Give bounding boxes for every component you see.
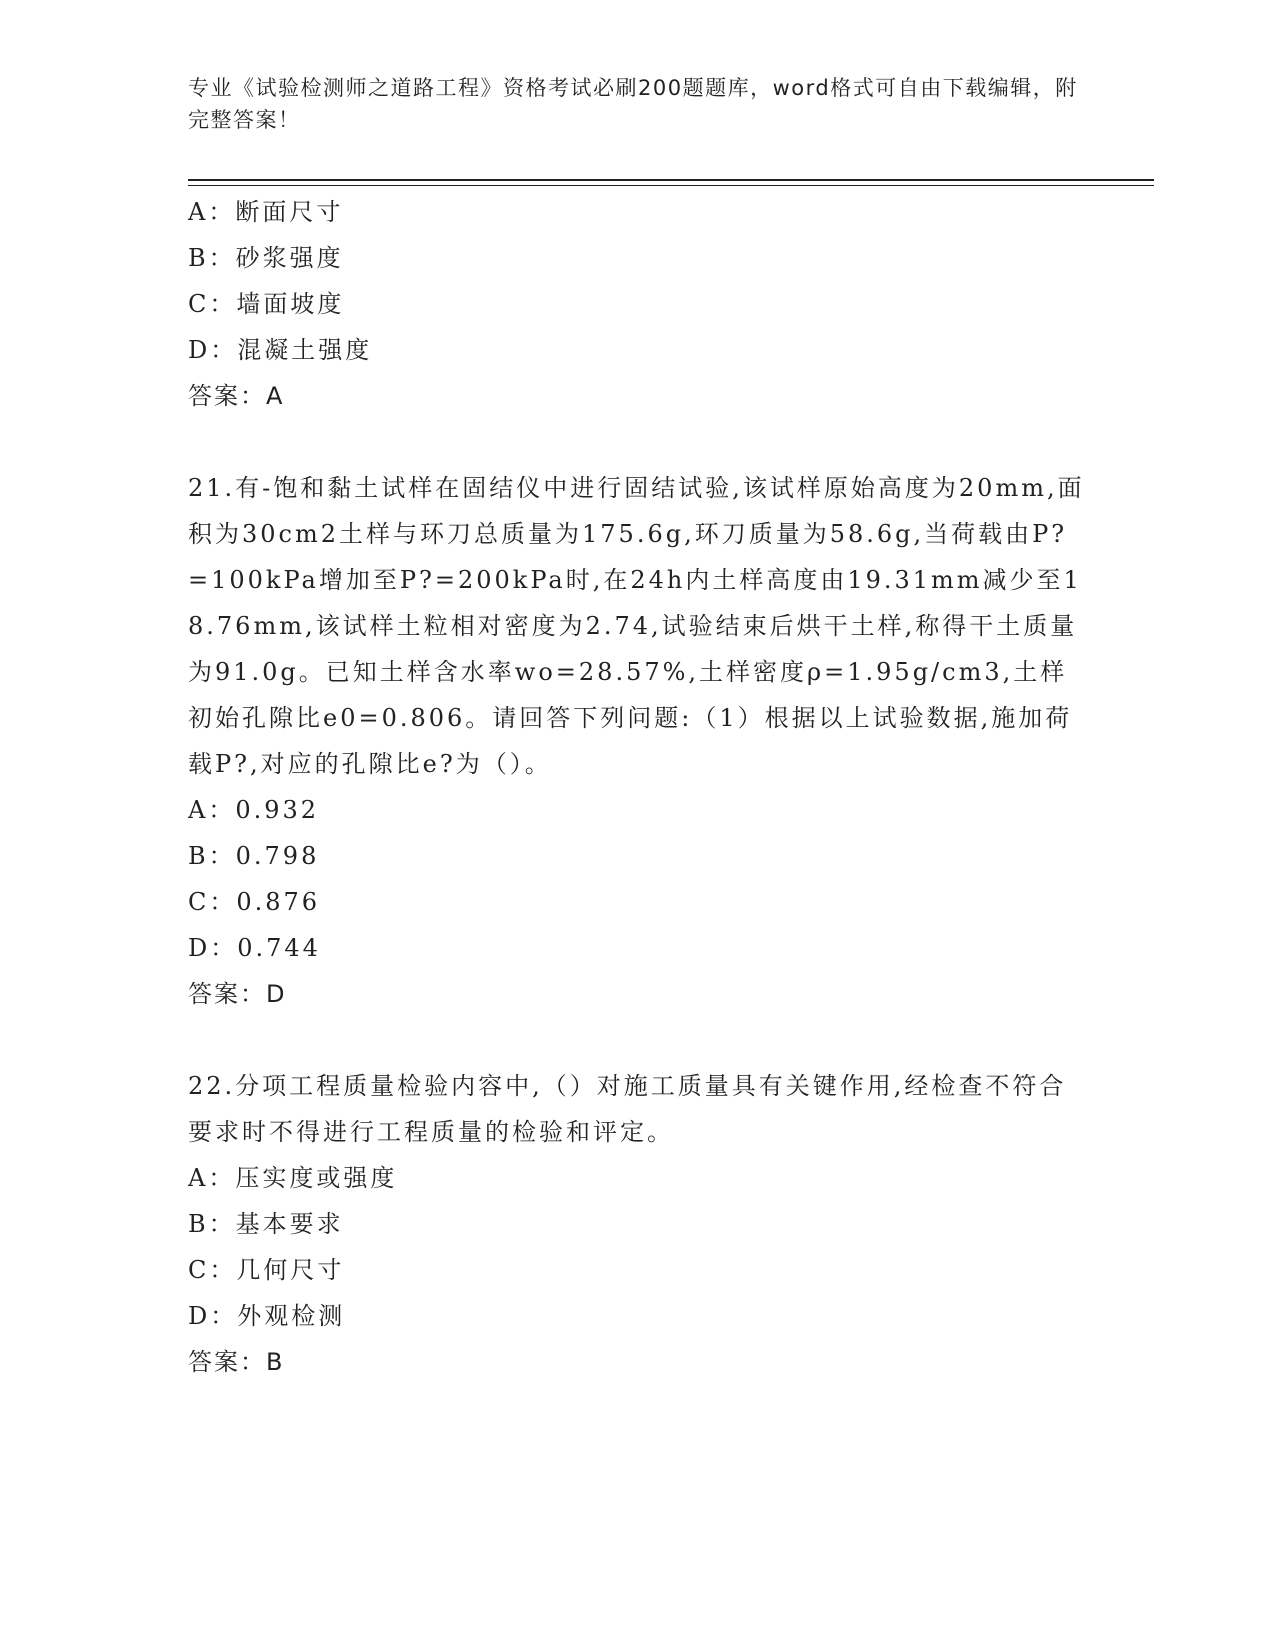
option-b: B：砂浆强度 [188,244,344,272]
answer-line: 答案：D [188,980,287,1008]
question-stem: 21.有-饱和黏土试样在固结仪中进行固结试验,该试样原始高度为20mm,面积为30cm2土样与环刀总质量为175.6g,环刀质量为58.6g,当荷载由P?=100kPa增加至P?=200kPa时,在24h内土样高度由19.31mm减少至18.76mm,该试样土粒相对密度为2.74,试验结束后烘干土样,称得干土质量为91.0g。已知土样含水率wo=28.57%,土样密度ρ=1.95g/cm3,土样初始孔隙比e0=0.806。请回答下列问题:（1）根据以上试验数据,施加荷载P?,对应的孔隙比e?为（）。 [188,474,1085,778]
option-c: C：几何尺寸 [188,1256,345,1284]
question-stem: 22.分项工程质量检验内容中,（）对施工质量具有关键作用,经检查不符合要求时不得进行工程质量的检验和评定。 [188,1072,1067,1146]
document-header: 专业《试验检测师之道路工程》资格考试必刷200题题库，word格式可自由下载编辑，附完整答案！ [188,76,1078,132]
question-20 [188,189,1088,419]
option-d: D：混凝土强度 [188,336,373,364]
option-d: D：外观检测 [188,1302,346,1330]
option-c: C：墙面坡度 [188,290,345,318]
answer-line: 答案：A [188,382,285,410]
option-a: A：0.932 [188,796,320,824]
answer-line: 答案：B [188,1348,285,1376]
option-c: C：0.876 [188,888,321,916]
option-b: B：0.798 [188,842,320,870]
option-a: A：压实度或强度 [188,1164,398,1192]
header-divider-thick [188,179,1154,181]
question-22 [188,1063,1088,1385]
option-b: B：基本要求 [188,1210,344,1238]
question-21 [188,465,1088,1017]
header-divider-thin [188,185,1154,186]
document-body [188,189,1088,1385]
option-a: A：断面尺寸 [188,198,344,226]
option-d: D：0.744 [188,934,321,962]
